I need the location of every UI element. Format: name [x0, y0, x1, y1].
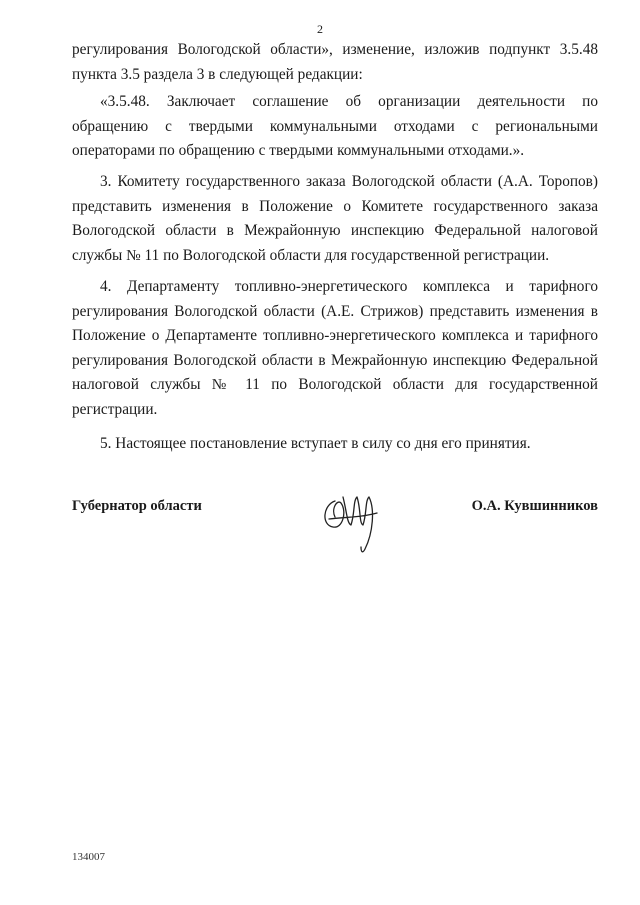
paragraph-item-4: 4. Департаменту топливно-энергетического комплекса и тарифного регулирования Вологодской области (А.Е. Стрижов) представить изменения в Положение о Департаменте топливно-энергетического комплекса и тарифного регулирования Вологодской области в Межрайонную инспекцию Федеральной налоговой службы № 11 по Вологодской области для государственной регистрации.	[72, 278, 598, 418]
paragraph-continuation: регулирования Вологодской области», изменение, изложив подпункт 3.5.48 пункта 3.5 раздела 3 в следующей редакции:	[72, 41, 598, 83]
paragraph-item-5: 5. Настоящее постановление вступает в силу со дня его принятия.	[100, 435, 531, 452]
page-number: 2	[317, 22, 323, 36]
signature-block	[72, 495, 598, 555]
paragraph-item-3: 3. Комитету государственного заказа Вологодской области (А.А. Торопов) представить изменения в Положение о Комитете государственного заказа Вологодской области в Межрайонную инспекцию Федеральной налоговой службы № 11 по Вологодской области для государственной регистрации.	[72, 173, 598, 264]
signatory-name: О.А. Кувшинников	[471, 498, 598, 514]
paragraph-quoted-subclause: «3.5.48. Заключает соглашение об организации деятельности по обращению с твердыми коммунальными отходами с региональными операторами по обращению с твердыми коммунальными отходами.».	[72, 93, 598, 159]
handwritten-signature	[317, 483, 387, 558]
document-code: 134007	[72, 851, 105, 863]
signatory-title: Губернатор области	[72, 498, 202, 514]
